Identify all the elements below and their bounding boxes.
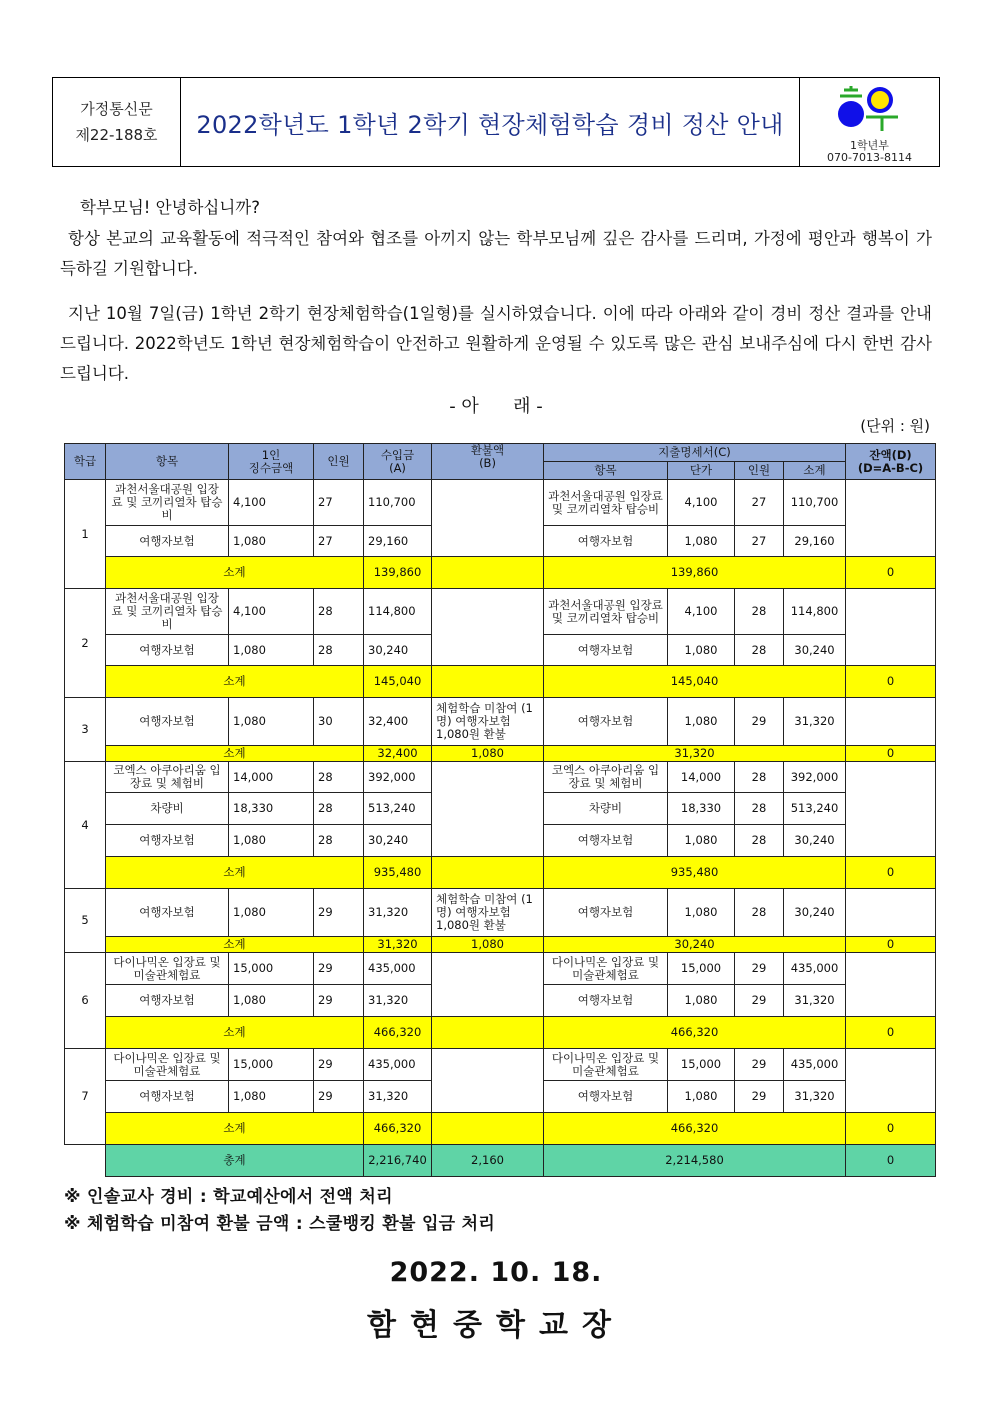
table-row (65, 762, 936, 793)
subtotal-label: 소계 (106, 746, 364, 762)
exp-sub-cell: 513,240 (784, 793, 846, 825)
count-cell: 29 (314, 1049, 364, 1081)
exp-count-cell: 27 (735, 480, 784, 526)
income-cell: 435,000 (364, 953, 432, 985)
subtotal-income: 935,480 (364, 857, 432, 889)
exp-count-cell: 27 (735, 526, 784, 557)
item-cell: 여행자보험 (106, 825, 229, 857)
class-cell: 6 (65, 953, 106, 1049)
subtotal-label: 소계 (106, 1113, 364, 1145)
per-cell: 18,330 (229, 793, 314, 825)
class-cell: 7 (65, 1049, 106, 1145)
intro-paragraph: 항상 본교의 교육활동에 적극적인 참여와 협조를 아끼지 않는 학부모님께 깊은 감사를 드리며, 가정에 평안과 행복이 가득하길 기원합니다. (60, 229, 932, 278)
subtotal-refund (432, 557, 544, 589)
class-cell: 1 (65, 480, 106, 589)
balance-cell (846, 589, 936, 666)
count-cell: 27 (314, 480, 364, 526)
unit-label: (단위 : 원) (860, 417, 930, 435)
subtotal-income: 466,320 (364, 1113, 432, 1145)
subtotal-balance: 0 (846, 746, 936, 762)
per-cell: 1,080 (229, 635, 314, 666)
count-cell: 30 (314, 698, 364, 746)
school-principal: 함현중학교장 (367, 1308, 625, 1343)
refund-note-cell: 체험학습 미참여 (1명) 여행자보험 1,080원 환불 (432, 889, 544, 937)
per-cell: 1,080 (229, 889, 314, 937)
total-refund: 2,160 (432, 1145, 544, 1177)
exp-unit-cell: 15,000 (668, 953, 735, 985)
exp-count-cell: 28 (735, 793, 784, 825)
subtotal-refund (432, 1017, 544, 1049)
exp-count-cell: 28 (735, 635, 784, 666)
exp-unit-cell: 1,080 (668, 1081, 735, 1113)
per-cell: 1,080 (229, 526, 314, 557)
exp-item-cell: 다이나믹온 입장료 및 미술관체험료 (544, 953, 668, 985)
exp-sub-cell: 392,000 (784, 762, 846, 793)
exp-item-cell: 여행자보험 (544, 698, 668, 746)
exp-count-cell: 28 (735, 889, 784, 937)
exp-sub-cell: 30,240 (784, 635, 846, 666)
exp-sub-cell: 29,160 (784, 526, 846, 557)
exp-sub-cell: 435,000 (784, 953, 846, 985)
col-item: 항목 (106, 444, 229, 480)
doc-type: 가정통신문 (80, 100, 153, 118)
exp-unit-cell: 1,080 (668, 698, 735, 746)
subtotal-row (65, 1017, 936, 1049)
exp-count-cell: 29 (735, 1049, 784, 1081)
subtotal-income: 145,040 (364, 666, 432, 698)
subtotal-income: 139,860 (364, 557, 432, 589)
exp-count-cell: 29 (735, 1081, 784, 1113)
subtotal-row (65, 937, 936, 953)
col-balance: 잔액(D) (D=A-B-C) (846, 444, 936, 480)
count-cell: 28 (314, 762, 364, 793)
col-exp-count: 인원 (735, 462, 784, 480)
item-cell: 코엑스 아쿠아리움 입장료 및 체험비 (106, 762, 229, 793)
exp-unit-cell: 15,000 (668, 1049, 735, 1081)
exp-sub-cell: 114,800 (784, 589, 846, 635)
exp-item-cell: 여행자보험 (544, 889, 668, 937)
col-refund: 환불액 (B) (432, 444, 544, 480)
table-row (65, 1049, 936, 1081)
balance-cell (846, 762, 936, 857)
exp-sub-cell: 110,700 (784, 480, 846, 526)
income-cell: 513,240 (364, 793, 432, 825)
subtotal-refund (432, 1113, 544, 1145)
exp-item-cell: 여행자보험 (544, 985, 668, 1017)
subtotal-row (65, 746, 936, 762)
refund-note-cell: 체험학습 미참여 (1명) 여행자보험 1,080원 환불 (432, 698, 544, 746)
exp-unit-cell: 4,100 (668, 480, 735, 526)
total-income: 2,216,740 (364, 1145, 432, 1177)
subtotal-balance: 0 (846, 1017, 936, 1049)
exp-sub-cell: 31,320 (784, 985, 846, 1017)
subtotal-row (65, 857, 936, 889)
subtotal-expense: 31,320 (544, 746, 846, 762)
total-balance: 0 (846, 1145, 936, 1177)
subtotal-refund: 1,080 (432, 937, 544, 953)
exp-count-cell: 28 (735, 762, 784, 793)
table-row (65, 480, 936, 526)
per-cell: 1,080 (229, 698, 314, 746)
per-cell: 1,080 (229, 1081, 314, 1113)
item-cell: 여행자보험 (106, 698, 229, 746)
subtotal-balance: 0 (846, 666, 936, 698)
dept-name: 1학년부 (850, 139, 889, 152)
class-cell: 5 (65, 889, 106, 953)
exp-unit-cell: 18,330 (668, 793, 735, 825)
header-box (52, 77, 940, 167)
refund-cell (432, 953, 544, 1017)
subtotal-expense: 145,040 (544, 666, 846, 698)
exp-unit-cell: 4,100 (668, 589, 735, 635)
summary-paragraph: 지난 10월 7일(금) 1학년 2학기 현장체험학습(1일형)를 실시하였습니다. 이에 따라 아래와 같이 경비 정산 결과를 안내드립니다. 2022학년도 1학년 현장체험학습이 안전하고 원활하게 운영될 수 있도록 많은 관심 보내주심에 다시 한번 감사드립니다. (60, 304, 932, 383)
col-per-person: 1인 징수금액 (229, 444, 314, 480)
income-cell: 435,000 (364, 1049, 432, 1081)
income-cell: 29,160 (364, 526, 432, 557)
exp-item-cell: 여행자보험 (544, 635, 668, 666)
table-row (65, 589, 936, 635)
exp-sub-cell: 31,320 (784, 1081, 846, 1113)
note-refund: ※ 체험학습 미참여 환불 금액 : 스쿨뱅킹 환불 입금 처리 (64, 1214, 496, 1234)
refund-cell (432, 762, 544, 857)
subtotal-income: 32,400 (364, 746, 432, 762)
income-cell: 114,800 (364, 589, 432, 635)
subtotal-expense: 30,240 (544, 937, 846, 953)
balance-cell (846, 889, 936, 937)
per-cell: 15,000 (229, 1049, 314, 1081)
balance-cell (846, 1049, 936, 1113)
count-cell: 29 (314, 953, 364, 985)
exp-unit-cell: 1,080 (668, 889, 735, 937)
exp-item-cell: 여행자보험 (544, 1081, 668, 1113)
subtotal-refund (432, 857, 544, 889)
item-cell: 다이나믹온 입장료 및 미술관체험료 (106, 953, 229, 985)
exp-sub-cell: 30,240 (784, 889, 846, 937)
issue-date: 2022. 10. 18. (389, 1257, 603, 1288)
item-cell: 과천서울대공원 입장료 및 코끼리열차 탑승비 (106, 480, 229, 526)
exp-item-cell: 여행자보험 (544, 526, 668, 557)
page-title: 2022학년도 1학년 2학기 현장체험학습 경비 정산 안내 (196, 110, 784, 139)
exp-sub-cell: 435,000 (784, 1049, 846, 1081)
total-expense: 2,214,580 (544, 1145, 846, 1177)
exp-item-cell: 코엑스 아쿠아리움 입장료 및 체험비 (544, 762, 668, 793)
exp-count-cell: 29 (735, 698, 784, 746)
item-cell: 여행자보험 (106, 985, 229, 1017)
subtotal-label: 소계 (106, 857, 364, 889)
income-cell: 110,700 (364, 480, 432, 526)
income-cell: 30,240 (364, 635, 432, 666)
exp-unit-cell: 1,080 (668, 985, 735, 1017)
total-blank (65, 1145, 106, 1177)
subtotal-label: 소계 (106, 937, 364, 953)
income-cell: 31,320 (364, 889, 432, 937)
income-cell: 30,240 (364, 825, 432, 857)
settlement-table (64, 443, 936, 1177)
subtotal-refund: 1,080 (432, 746, 544, 762)
col-class: 학급 (65, 444, 106, 480)
exp-item-cell: 차량비 (544, 793, 668, 825)
count-cell: 29 (314, 889, 364, 937)
col-expense: 지출명세서(C) (544, 444, 846, 462)
subtotal-label: 소계 (106, 666, 364, 698)
balance-cell (846, 480, 936, 557)
item-cell: 여행자보험 (106, 635, 229, 666)
exp-unit-cell: 1,080 (668, 526, 735, 557)
doc-number: 제22-188호 (75, 126, 158, 144)
count-cell: 28 (314, 635, 364, 666)
total-row (65, 1145, 936, 1177)
table-row (65, 698, 936, 746)
balance-cell (846, 698, 936, 746)
subtotal-row (65, 666, 936, 698)
count-cell: 28 (314, 793, 364, 825)
item-cell: 여행자보험 (106, 889, 229, 937)
exp-unit-cell: 1,080 (668, 635, 735, 666)
subtotal-refund (432, 666, 544, 698)
item-cell: 차량비 (106, 793, 229, 825)
school-logo-area (799, 78, 939, 166)
class-cell: 2 (65, 589, 106, 698)
income-cell: 31,320 (364, 1081, 432, 1113)
exp-item-cell: 과천서울대공원 입장료 및 코끼리열차 탑승비 (544, 480, 668, 526)
per-cell: 1,080 (229, 985, 314, 1017)
exp-count-cell: 28 (735, 589, 784, 635)
subtotal-label: 소계 (106, 1017, 364, 1049)
exp-count-cell: 28 (735, 825, 784, 857)
refund-cell (432, 1049, 544, 1113)
col-income: 수입금 (A) (364, 444, 432, 480)
exp-unit-cell: 1,080 (668, 825, 735, 857)
count-cell: 29 (314, 985, 364, 1017)
subtotal-label: 소계 (106, 557, 364, 589)
count-cell: 28 (314, 589, 364, 635)
per-cell: 4,100 (229, 480, 314, 526)
per-cell: 4,100 (229, 589, 314, 635)
note-escort-teacher: ※ 인솔교사 경비 : 학교예산에서 전액 처리 (64, 1187, 393, 1207)
subtotal-expense: 466,320 (544, 1017, 846, 1049)
table-row (65, 889, 936, 937)
doc-info (53, 78, 181, 166)
count-cell: 27 (314, 526, 364, 557)
col-exp-unit: 단가 (668, 462, 735, 480)
col-exp-item: 항목 (544, 462, 668, 480)
exp-count-cell: 29 (735, 985, 784, 1017)
subtotal-expense: 935,480 (544, 857, 846, 889)
income-cell: 392,000 (364, 762, 432, 793)
item-cell: 여행자보험 (106, 526, 229, 557)
exp-unit-cell: 14,000 (668, 762, 735, 793)
total-label: 총계 (106, 1145, 364, 1177)
exp-item-cell: 과천서울대공원 입장료 및 코끼리열차 탑승비 (544, 589, 668, 635)
subtotal-income: 31,320 (364, 937, 432, 953)
item-cell: 다이나믹온 입장료 및 미술관체험료 (106, 1049, 229, 1081)
item-cell: 과천서울대공원 입장료 및 코끼리열차 탑승비 (106, 589, 229, 635)
subtotal-income: 466,320 (364, 1017, 432, 1049)
count-cell: 29 (314, 1081, 364, 1113)
exp-count-cell: 29 (735, 953, 784, 985)
col-count: 인원 (314, 444, 364, 480)
count-cell: 28 (314, 825, 364, 857)
subtotal-balance: 0 (846, 937, 936, 953)
per-cell: 15,000 (229, 953, 314, 985)
subtotal-expense: 139,860 (544, 557, 846, 589)
col-exp-subtotal: 소계 (784, 462, 846, 480)
greeting: 학부모님! 안녕하십니까? (80, 198, 261, 217)
section-title: - 아 래 - (449, 396, 543, 417)
income-cell: 31,320 (364, 985, 432, 1017)
subtotal-row (65, 1113, 936, 1145)
per-cell: 14,000 (229, 762, 314, 793)
subtotal-row (65, 557, 936, 589)
exp-sub-cell: 30,240 (784, 825, 846, 857)
subtotal-balance: 0 (846, 1113, 936, 1145)
dept-phone: 070-7013-8114 (827, 151, 912, 164)
refund-cell (432, 589, 544, 666)
subtotal-balance: 0 (846, 857, 936, 889)
refund-cell (432, 480, 544, 557)
table-row (65, 953, 936, 985)
balance-cell (846, 953, 936, 1017)
subtotal-balance: 0 (846, 557, 936, 589)
exp-item-cell: 다이나믹온 입장료 및 미술관체험료 (544, 1049, 668, 1081)
per-cell: 1,080 (229, 825, 314, 857)
income-cell: 32,400 (364, 698, 432, 746)
exp-sub-cell: 31,320 (784, 698, 846, 746)
subtotal-expense: 466,320 (544, 1113, 846, 1145)
table-header-row (65, 444, 936, 462)
item-cell: 여행자보험 (106, 1081, 229, 1113)
class-cell: 3 (65, 698, 106, 762)
school-logo-icon (836, 84, 902, 132)
class-cell: 4 (65, 762, 106, 889)
exp-item-cell: 여행자보험 (544, 825, 668, 857)
